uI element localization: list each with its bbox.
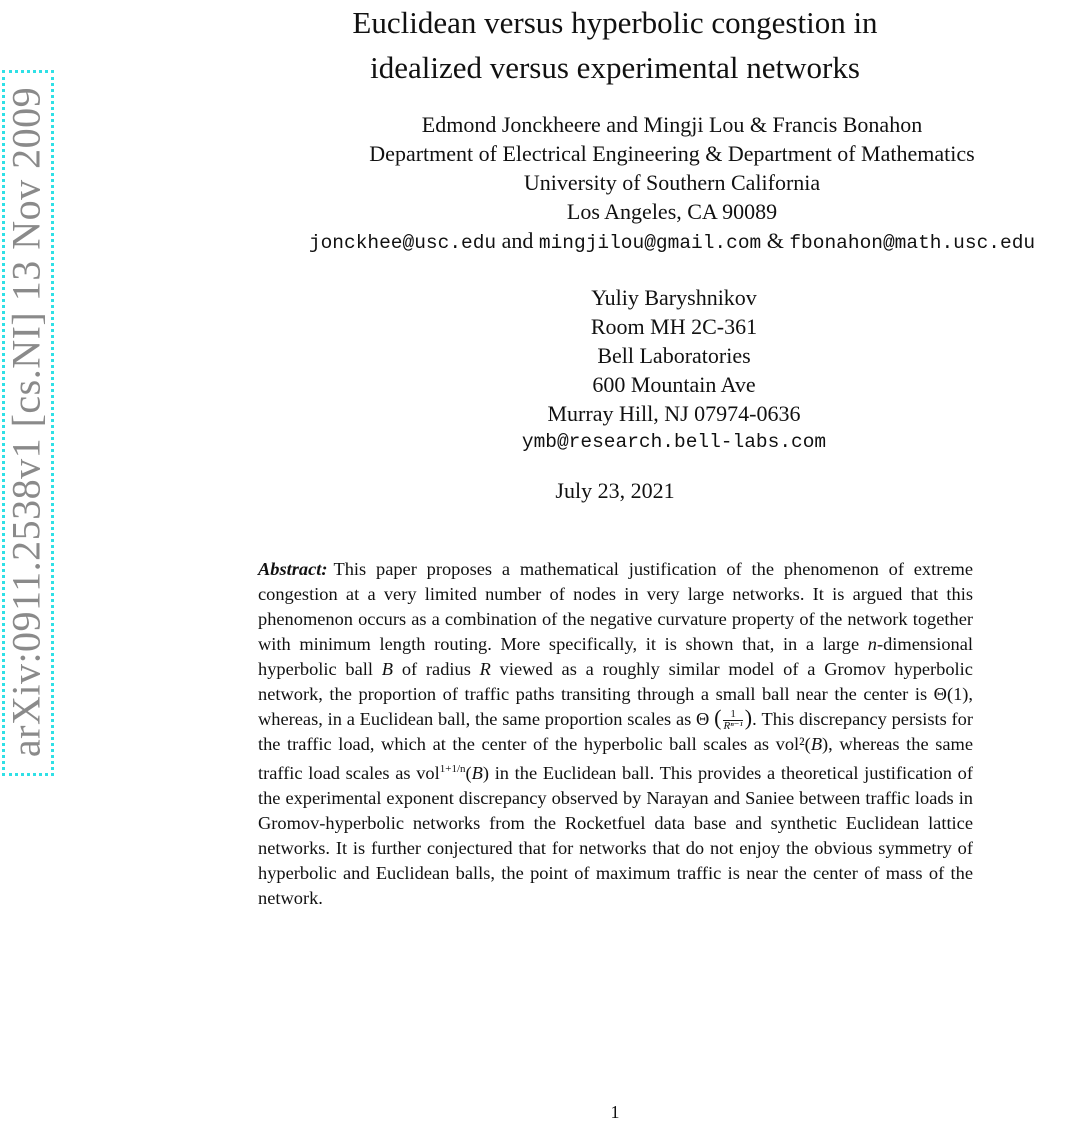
abstract-text-4: viewed as a roughly similar model of a Gromov hyperbolic network, the proportion of traffic paths transiting through a small ball near the center is Θ(1), whereas, in a Euclidean ball, the same proportion scales as Θ xyxy=(258,659,973,729)
abstract-text-2: -dimensional hyperbolic ball xyxy=(258,634,973,679)
author-block-1 xyxy=(268,110,1076,258)
var-b-3: B xyxy=(471,763,483,784)
abstract-text-5: . This discrepancy persists for the traffic load, which at the center of the hyperbolic ball scales as vol²( xyxy=(258,709,973,755)
var-b-2: B xyxy=(810,734,823,755)
email-bonahon: fbonahon@math.usc.edu xyxy=(789,232,1036,254)
abstract: Abstract: This paper proposes a mathematical justification of the phenomenon of extreme congestion at a very limited number of nodes in very large networks. It is argued that this phenomenon occurs as a combination of the negative curvature property of the network together with minimum length routing. More specifically, it is shown that, in a large n-dimensional hyperbolic ball B of radius R viewed as a roughly similar model of a Gromov hyperbolic network, the proportion of traffic paths transiting through a small ball near the center is Θ(1), whereas, in a Euclidean ball, the same proportion scales as Θ ( $\frac{1}{\text{Rⁿ⁻¹}}$ ). This discrepancy persists for the traffic load, which at the center of the hyperbolic ball scales as vol²(B), whereas the same traffic load scales as vol$^{1+1/n}$(B) in the Euclidean ball. This provides a theoretical justification of the experimental exponent discrepancy observed by Narayan and Saniee between traffic loads in Gromov-hyperbolic networks from the Rocketfuel data base and synthetic Euclidean lattice networks. It is further conjectured that for networks that do not enjoy the obvious symmetry of hyperbolic and Euclidean balls, the point of maximum traffic is near the center of mass of the network. xyxy=(258,559,974,909)
author-block-2 xyxy=(474,283,874,457)
fraction-denominator: Rⁿ⁻¹ xyxy=(723,720,743,733)
paper-date: July 23, 2021 xyxy=(555,478,675,503)
paper-title xyxy=(255,0,975,90)
author-university: University of Southern California xyxy=(523,170,821,195)
email-baryshnikov: ymb@research.bell-labs.com xyxy=(521,431,827,453)
arxiv-stamp: arXiv:0911.2538v1 [cs.NI] 13 Nov 2009 xyxy=(3,86,49,758)
page-number: 1 xyxy=(610,1102,620,1122)
exponent: 1+1/n xyxy=(439,763,466,776)
author2-name: Yuliy Baryshnikov xyxy=(591,285,757,310)
title-line-1: Euclidean versus hyperbolic congestion in xyxy=(352,5,878,40)
author2-city: Murray Hill, NJ 07974-0636 xyxy=(547,401,801,426)
var-b: B xyxy=(381,659,394,679)
abstract-text-8: ) in the Euclidean ball. This provides a theoretical justification of the experimental exponent discrepancy observed by Narayan and Saniee between traffic loads in Gromov-hyperbolic networks from the Rocketfuel data base and synthetic Euclidean lattice networks. It is further conjectured that for networks that do not enjoy the obvious symmetry of hyperbolic and Euclidean balls, the point of maximum traffic is near the center of mass of the network. xyxy=(258,763,973,909)
email-lou: mingjilou@gmail.com xyxy=(538,232,762,254)
author-emails xyxy=(268,226,1076,258)
abstract-text-6: ), whereas the same traffic load scales as vol xyxy=(258,734,974,784)
fraction xyxy=(723,709,742,732)
author2-room: Room MH 2C-361 xyxy=(590,314,758,339)
author-names: Edmond Jonckheere and Mingji Lou & Francis Bonahon xyxy=(421,112,923,137)
fraction-numerator: 1 xyxy=(723,709,742,721)
author-city: Los Angeles, CA 90089 xyxy=(566,199,778,224)
abstract-text-1: This paper proposes a mathematical justification of the phenomenon of extreme congestion at a very limited number of nodes in very large networks. It is argued that this phenomenon occurs as a combination of the negative curvature property of the network together with minimum length routing. More specifically, it is shown that, in a large xyxy=(258,559,973,654)
abstract-label: Abstract: xyxy=(258,559,328,579)
abstract-text-7: ( xyxy=(465,763,472,784)
title-line-2: idealized versus experimental networks xyxy=(370,50,860,85)
abstract-text-3: of radius xyxy=(401,659,471,679)
author-department: Department of Electrical Engineering & Department of Mathematics xyxy=(369,141,975,166)
var-n: n xyxy=(867,634,877,654)
author2-street: 600 Mountain Ave xyxy=(592,372,756,397)
email-jonckheere: jonckhee@usc.edu xyxy=(308,232,497,254)
author2-org: Bell Laboratories xyxy=(597,343,751,368)
var-r: R xyxy=(479,659,491,679)
email-ampersand: & xyxy=(766,228,784,253)
email-conjunction: and xyxy=(501,228,534,253)
